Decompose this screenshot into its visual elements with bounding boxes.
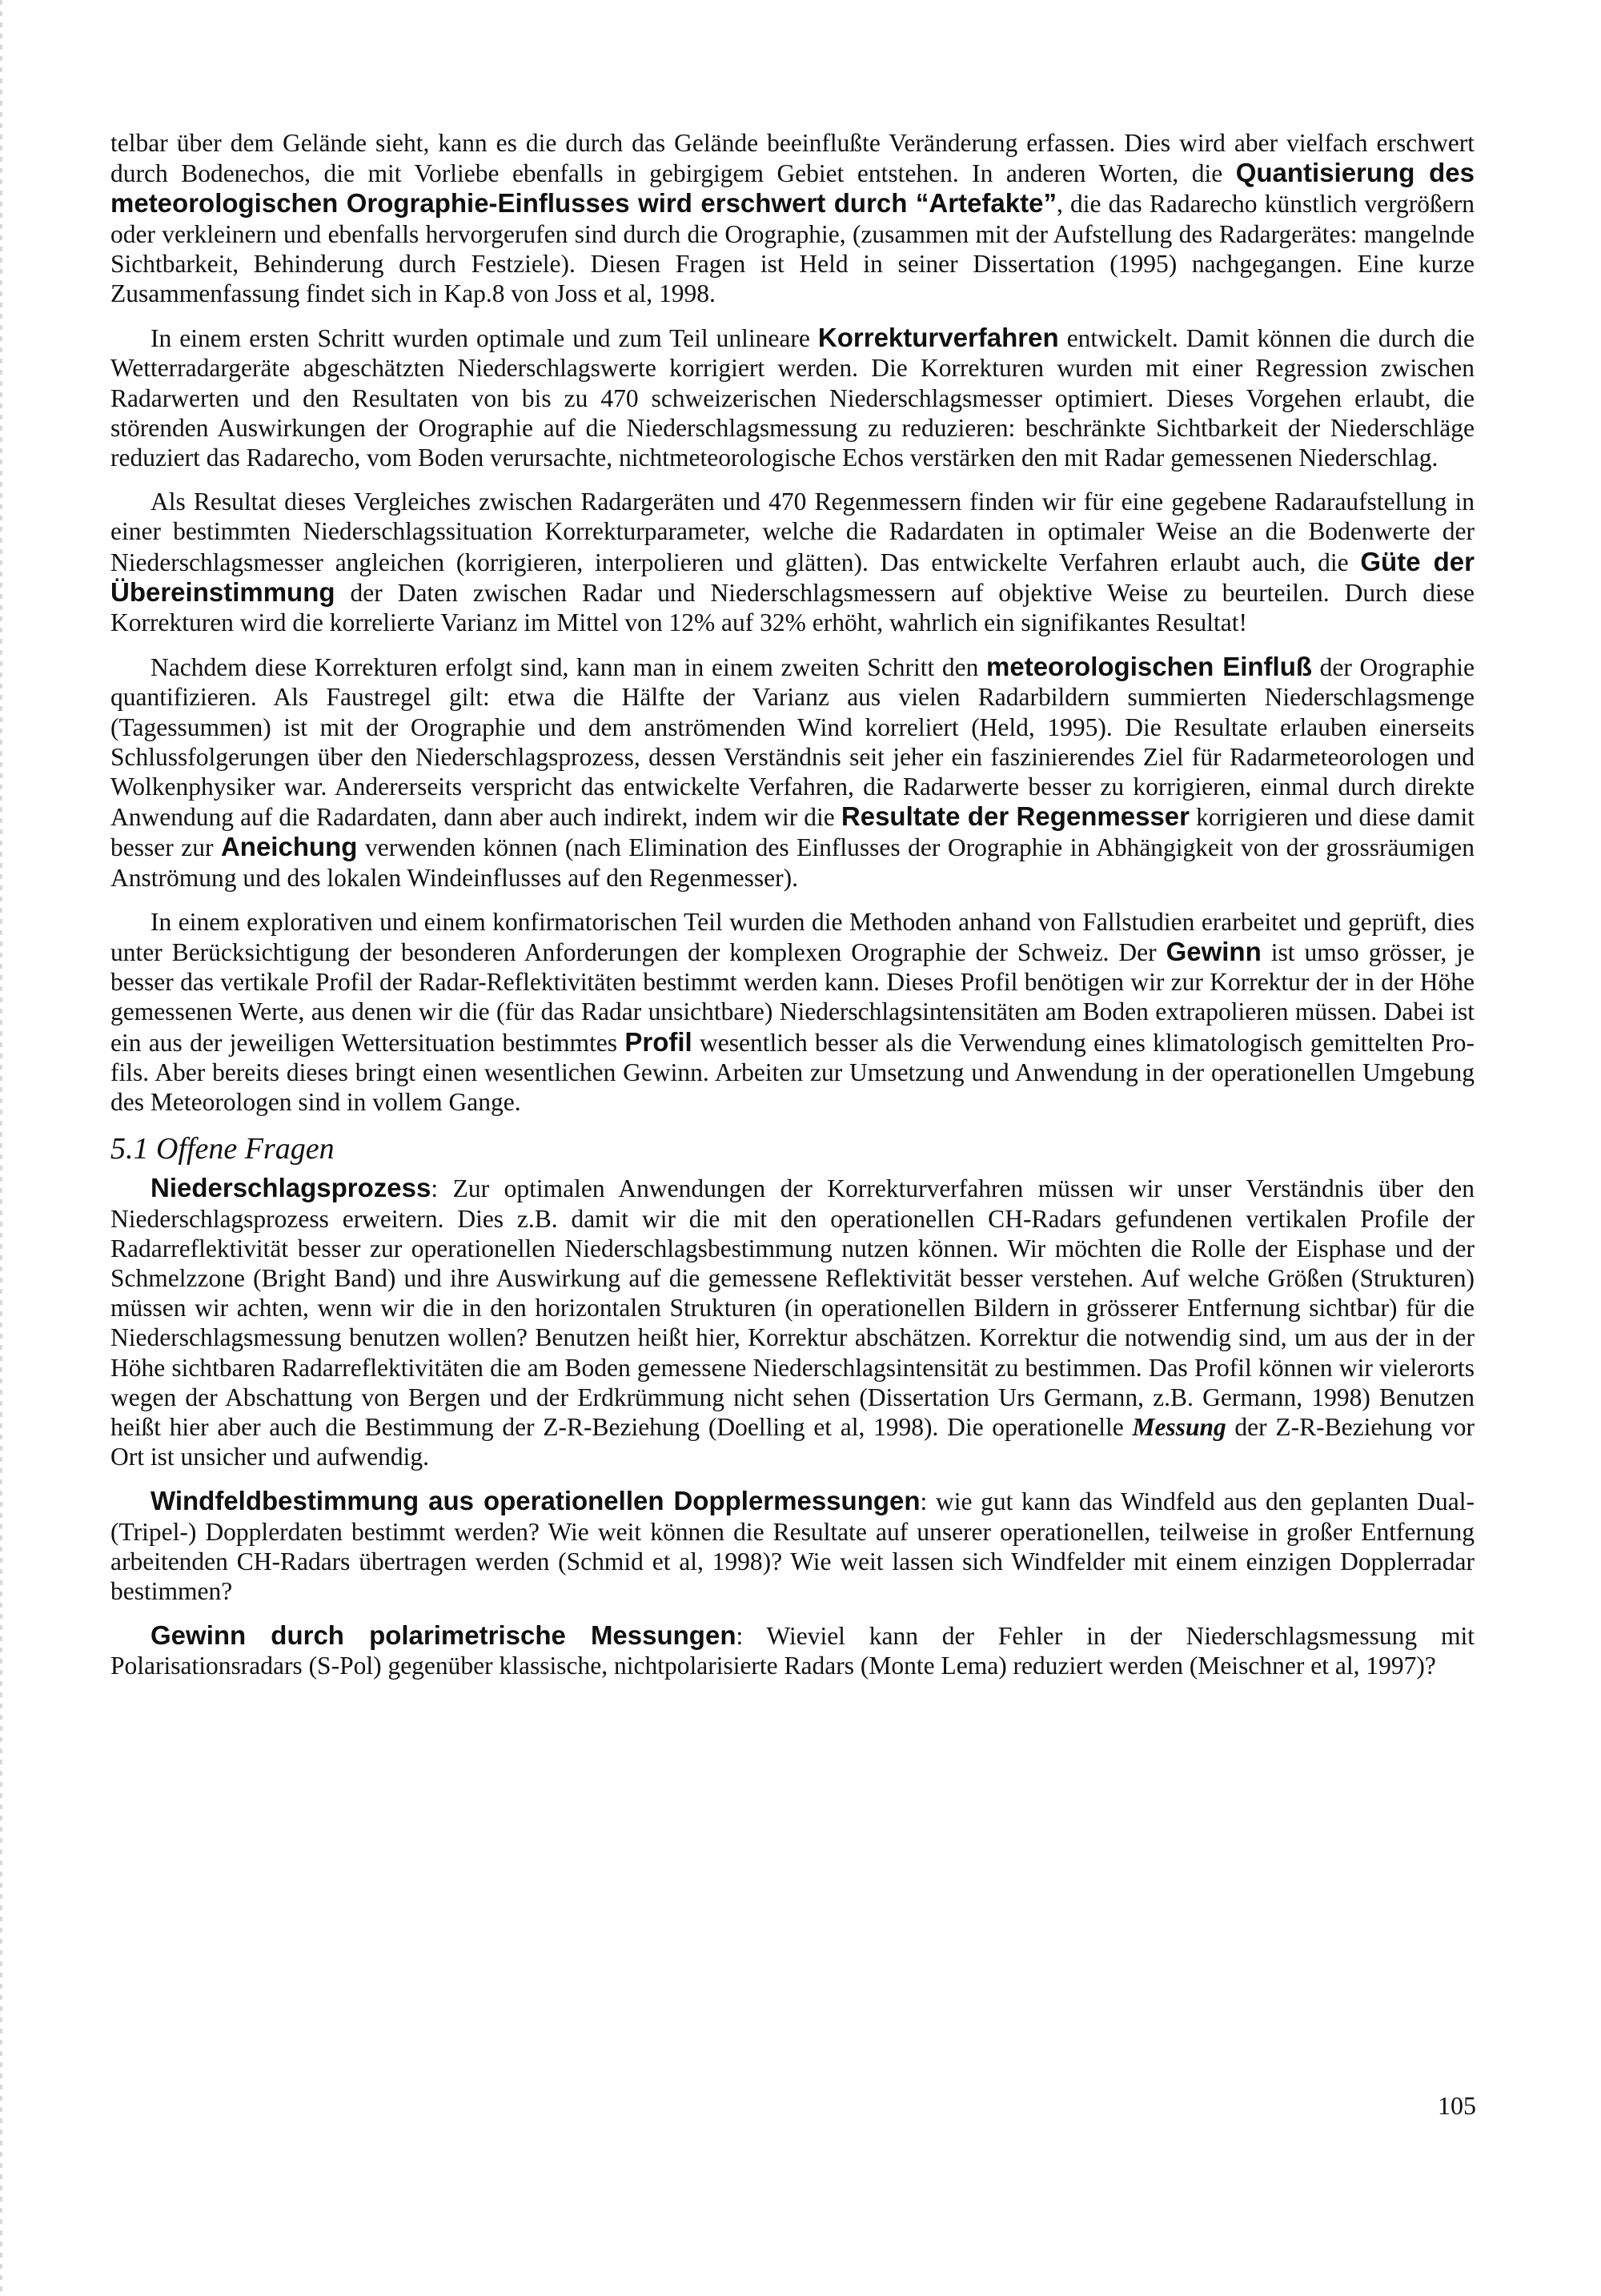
text-run: telbar über dem Gelände sieht, kann es die durch das Gelände beeinflußte Veränderung erfassen. Dies wird aber vielfach erschwert durch Bodenechos, die mit Vorliebe ebenfalls in gebirgigem Gebiet entstehen. In anderen Worten, die	[110, 129, 1475, 188]
italic-keyword: Messung	[1132, 1412, 1226, 1441]
section-paragraph	[110, 1620, 1475, 1680]
paragraph	[110, 907, 1475, 1117]
text-run: In einem explorativen und einem konfirmatorischen Teil wurden die Methoden anhand von Fallstudien erarbeitet und geprüft, dies unter Berücksichtigung der besonderen Anforderungen der komplexen Orographie der Schweiz. Der	[110, 907, 1475, 967]
text-run: der Daten zwischen Radar und Niederschlagsmessern auf objektive Weise zu beurteilen. Durch diese Korrekturen wird die korrelierte Varianz im Mittel von 12% auf 32% erhöht, wahrlich ein signifikantes Resultat!	[110, 578, 1475, 637]
body-text	[110, 128, 1475, 1117]
text-run: In einem ersten Schritt wurden optimale und zum Teil unlineare	[150, 324, 818, 353]
paragraph	[110, 128, 1475, 308]
document-page	[110, 128, 1475, 1696]
text-run: wesentlich besser als die Verwendung eines klimatologisch gemittelten Profils. Aber bereits dieses bringt einen wesentlichen Gewinn. Arbeiten zur Umsetzung und Anwendung in der operationellen Umgebung des Meteorologen sind in vollem Gange.	[110, 1028, 1475, 1117]
text-run: , die das Radarecho künstlich vergrößern oder verkleinern und ebenfalls hervorgerufen sind durch die Orographie, (zusammen mit der Aufstellung des Radargerätes: mangelnde Sichtbarkeit, Behinderung durch Festziele). Diesen Fragen ist Held in seiner Dissertation (1995) nachgegangen. Eine kurze Zusammenfassung findet sich in Kap.8 von Joss et al, 1998.	[110, 190, 1475, 308]
text-run: der Orographie quantifizieren. Als Faustregel gilt: etwa die Hälfte der Varianz aus vielen Radarbildern summierten Niederschlagsmenge (Tagessummen) ist mit der Orographie und dem anströmenden Wind korreliert (Held, 1995). Die Resultate erlauben einerseits Schlussfolgerungen über den Niederschlagsprozess, dessen Verständnis seit jeher ein faszinierendes Ziel für Radarmeteorologen und Wolkenphysiker war. Andererseits verspricht das entwickelte Verfahren, die Radarwerte besser zu korrigieren, einmal durch direkte Anwendung auf die Radardaten, dann aber auch indirekt, indem wir die	[110, 653, 1475, 832]
section-heading: 5.1 Offene Fragen	[110, 1132, 335, 1166]
text-run: : Wieviel kann der Fehler in der Niederschlagsmessung mit Polarisationsradars (S-Pol) gegenüber klassische, nichtpolarisierte Radars (Monte Lema) reduziert werden (Meischner et al, 1997)?	[110, 1622, 1475, 1680]
text-run: : Zur optimalen Anwendungen der Korrekturverfahren müssen wir unser Verständnis über den Niederschlagsprozess erweitern. Dies z.B. damit wir die mit den operationellen CH-Radars gefundenen vertikalen Profile der Radarreflektivität besser zur operationellen Niederschlagsbestimmung nutzen können. Wir möchten die Rolle der Eisphase und der Schmelzzone (Bright Band) und ihre Auswirkung auf die gemessene Reflektivität besser verstehen. Auf welche Größen (Strukturen) müssen wir achten, wenn wir die in den horizontalen Strukturen (in operationellen Bildern in grösserer Entfernung sichtbar) für die Niederschlagsmessung benutzen wollen? Benutzen heißt hier, Korrektur abschätzen. Korrektur die notwendig sind, um aus der in der Höhe sichtbaren Radarreflektivitäten die am Boden gemessene Niederschlagsintensität zu bestimmen. Das Profil können wir vielerorts wegen der Abschattung von Bergen und der Erdkrümmung nicht sehen (Dissertation Urs Germann, z.B. Germann, 1998) Benutzen heißt hier aber auch die Bestimmung der Z-R-Beziehung (Doelling et al, 1998). Die operationelle	[110, 1174, 1475, 1441]
text-run: entwickelt. Damit können die durch die Wetterradargeräte abgeschätzten Niederschlagswerte korrigiert werden. Die Korrekturen wurden mit einer Regression zwischen Radarwerten und den Resultaten von bis zu 470 schweizerischen Niederschlagsmesser optimiert. Dieses Vorgehen erlaubt, die störenden Auswirkungen der Orographie auf die Niederschlagsmessung zu reduzieren: beschränkte Sichtbarkeit der Niederschläge reduziert das Radarecho, vom Boden verursachte, nichtmeteorologische Echos verstärken den mit Radar gemessenen Niederschlag.	[110, 324, 1475, 472]
bold-keyword: meteorologischen Einfluß	[986, 652, 1313, 682]
paragraph	[110, 487, 1475, 637]
bold-keyword: Windfeldbestimmung aus operationellen Dopplermessungen	[150, 1486, 921, 1516]
paragraph	[110, 323, 1475, 472]
text-run: der Z-R-Beziehung vor Ort ist unsicher und aufwendig.	[110, 1412, 1475, 1471]
bold-keyword: Profil	[624, 1026, 692, 1057]
bold-keyword: Gewinn durch polarimetrische Messungen	[150, 1620, 736, 1651]
bold-keyword: Gewinn	[1166, 937, 1262, 967]
text-run: verwenden können (nach Elimination des Einflusses der Orographie in Abhängigkeit von der grossräumigen Anströmung und des lokalen Windeinflusses auf den Regenmesser).	[110, 833, 1475, 892]
text-run: Nachdem diese Korrekturen erfolgt sind, kann man in einem zweiten Schritt den	[150, 653, 987, 682]
bold-keyword: Resultate der Regenmesser	[841, 801, 1190, 832]
bold-keyword: Güte der Übereinstimmung	[110, 546, 1475, 607]
text-run: Als Resultat dieses Vergleiches zwischen Radargeräten und 470 Regenmessern finden wir für eine gegebene Radaraufstellung in einer bestimmten Niederschlagssituation Korrekturparameter, welche die Radardaten in optimaler Weise an die Bodenwerte der Niederschlagsmesser angleichen (korrigieren, interpolieren und glätten). Das entwickelte Verfahren erlaubt auch, die	[110, 488, 1475, 576]
bold-keyword: Korrekturverfahren	[817, 323, 1059, 353]
bold-keyword: Quantisierung des meteorologischen Orographie-Einflusses wird erschwert durch “Artefakte”	[110, 158, 1475, 219]
paragraph	[110, 652, 1475, 893]
text-run: : wie gut kann das Windfeld aus den geplanten Dual- (Tripel-) Dopplerdaten bestimmt werden? Wie weit können die Resultate auf unserer operationellen, teilweise in großer Entfernung arbeitenden CH-Radars übertragen werden (Schmid et al, 1998)? Wie weit lassen sich Windfelder mit einem einzigen Dopplerradar bestimmen?	[110, 1487, 1475, 1605]
section-paragraph	[110, 1173, 1475, 1471]
bold-keyword: Aneichung	[220, 832, 358, 862]
section-body-text	[110, 1173, 1475, 1680]
text-run: ist umso grösser, je besser das vertikale Profil der Radar-Reflektivitäten bestimmt werden kann. Dieses Profil benötigen wir zur Korrektur der in der Höhe gemessenen Werte, aus denen wir die (für das Radar unsichtbare) Niederschlagsintensitäten am Boden extrapolieren müssen. Dabei ist ein aus der jeweiligen Wettersituation bestimmtes	[110, 938, 1475, 1057]
section-paragraph	[110, 1486, 1475, 1606]
bold-keyword: Niederschlagsprozess	[150, 1173, 431, 1203]
page-number: 105	[1438, 2091, 1476, 2120]
text-run: korrigieren und diese damit besser zur	[110, 803, 1475, 862]
binding-edge	[0, 0, 2, 2296]
